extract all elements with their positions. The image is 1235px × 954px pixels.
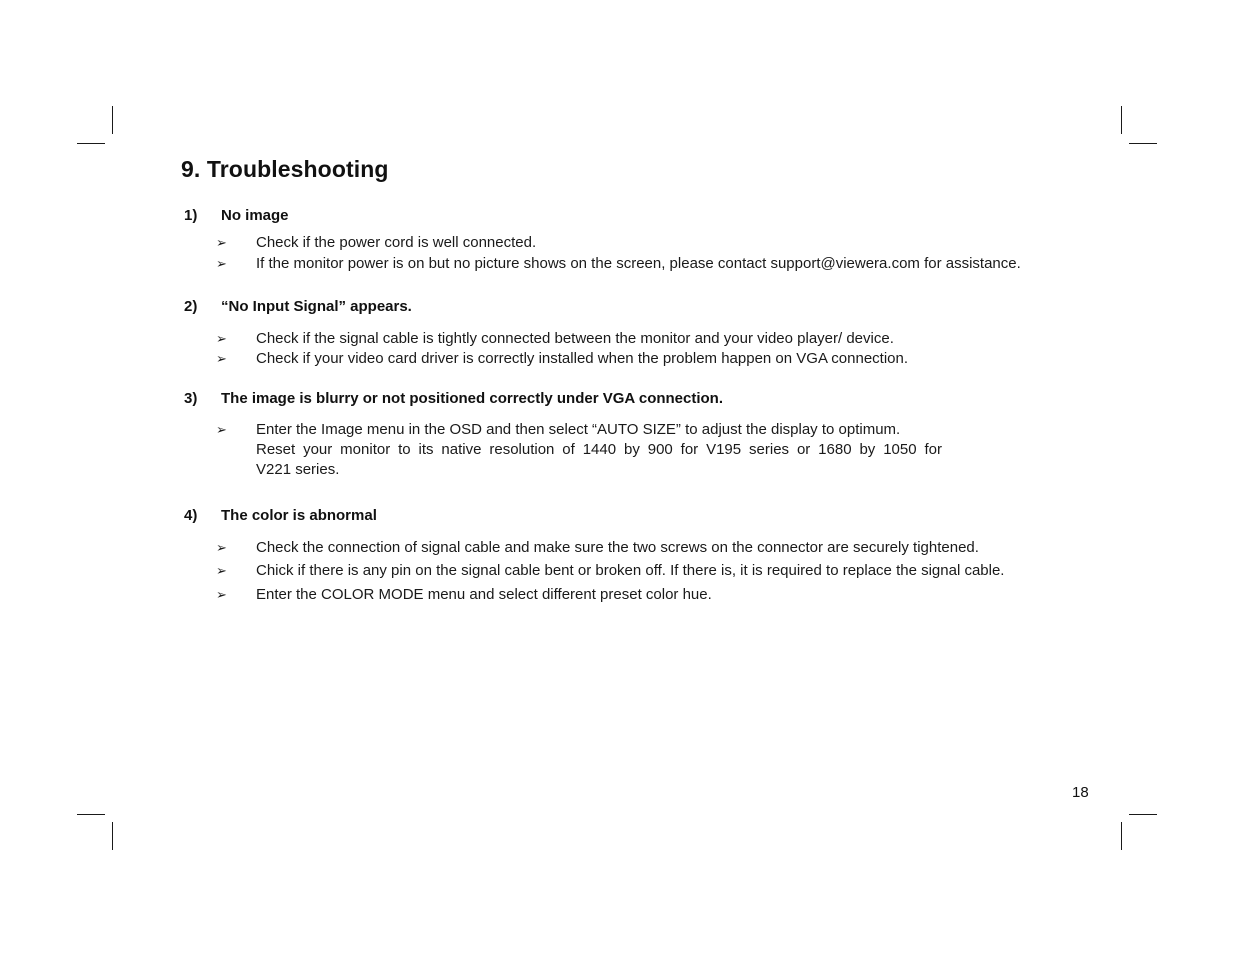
list-item-text: Check if the power cord is well connected. [256,234,537,251]
page-title: 9. Troubleshooting [181,156,389,182]
section-heading [0,298,1235,318]
crop-mark-top-left-horizontal [77,143,105,144]
list-item-line: V221 series. [256,461,340,478]
crop-mark-top-right-horizontal [1129,143,1157,144]
crop-mark-bottom-left-vertical [112,822,113,850]
section-title: The color is abnormal [221,507,377,524]
crop-mark-top-left-vertical [112,106,113,134]
section-title: No image [221,207,289,224]
arrow-bullet-icon: ➢ [216,587,227,602]
list-item-text: If the monitor power is on but no picture shows on the screen, please contact support@viewera.com for assistance. [256,255,1021,272]
crop-mark-bottom-right-vertical [1121,822,1122,850]
list-item-text [256,420,942,480]
arrow-bullet-icon: ➢ [216,422,227,437]
crop-mark-top-right-vertical [1121,106,1122,134]
section-heading [0,207,1235,227]
crop-mark-bottom-left-horizontal [77,814,105,815]
section-heading [0,507,1235,527]
crop-mark-bottom-right-horizontal [1129,814,1157,815]
list-item-line: Enter the Image menu in the OSD and then select “AUTO SIZE” to adjust the display to optimum. [256,421,901,438]
arrow-bullet-icon: ➢ [216,540,227,555]
list-item-text: Chick if there is any pin on the signal cable bent or broken off. If there is, it is required to replace the signal cable. [256,562,1005,579]
arrow-bullet-icon: ➢ [216,235,227,250]
section-title: “No Input Signal” appears. [221,298,412,315]
section-number: 3) [184,390,198,407]
section-heading [0,390,1235,410]
list-item-text: Check the connection of signal cable and make sure the two screws on the connector are securely tightened. [256,539,979,556]
list-item-text: Check if the signal cable is tightly connected between the monitor and your video player/ device. [256,330,894,347]
list-item-text: Check if your video card driver is correctly installed when the problem happen on VGA connection. [256,350,909,367]
section-title: The image is blurry or not positioned correctly under VGA connection. [221,390,724,407]
arrow-bullet-icon: ➢ [216,331,227,346]
section-number: 1) [184,207,198,224]
list-item-line: Reset your monitor to its native resolution of 1440 by 900 for V195 series or 1680 by 1050 for [256,441,942,458]
page-number: 18 [1072,784,1089,801]
arrow-bullet-icon: ➢ [216,256,227,271]
arrow-bullet-icon: ➢ [216,351,227,366]
arrow-bullet-icon: ➢ [216,563,227,578]
section-number: 4) [184,507,198,524]
section-number: 2) [184,298,198,315]
list-item-text: Enter the COLOR MODE menu and select different preset color hue. [256,586,712,603]
